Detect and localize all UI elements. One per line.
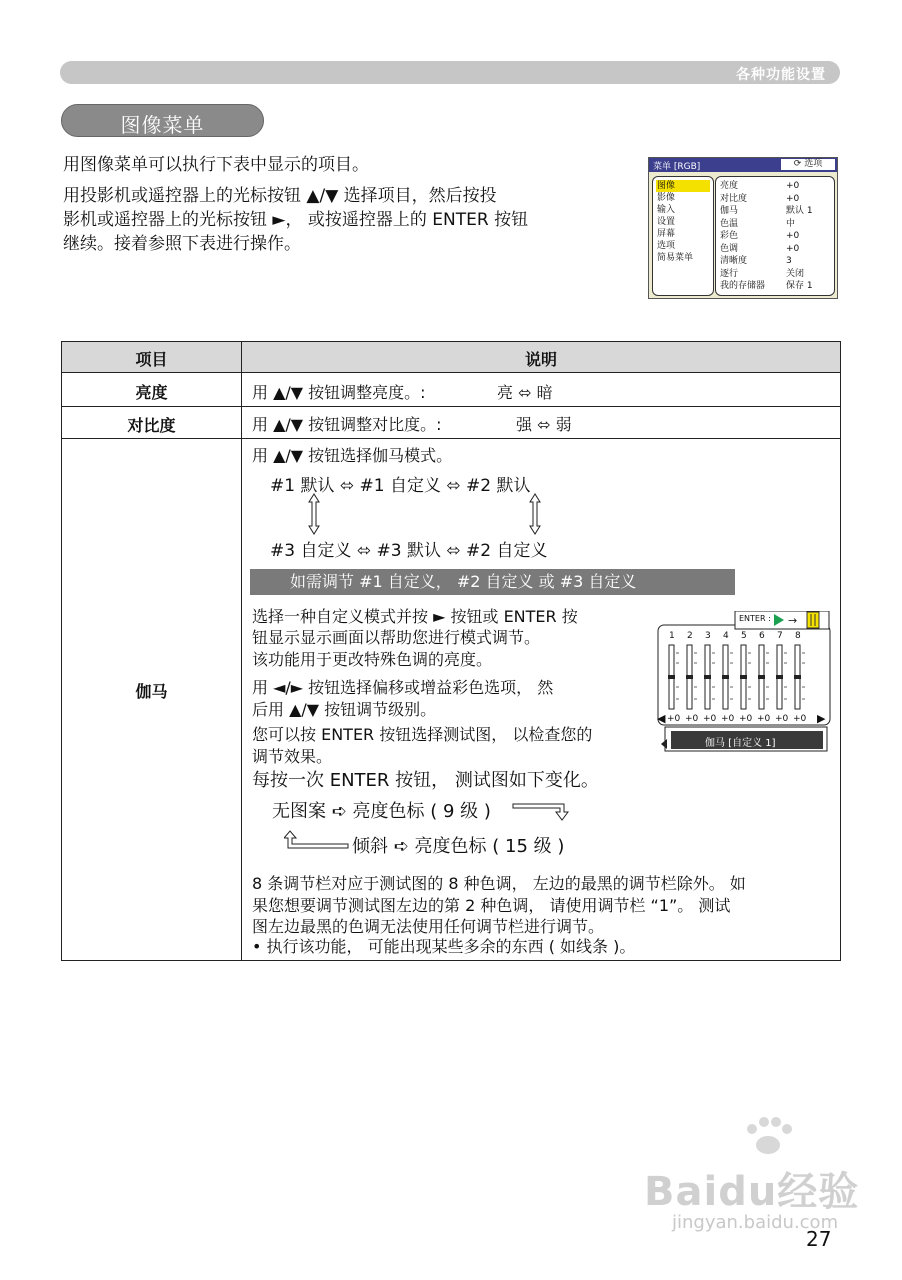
gamma-p2-a: 用 ◄/► 按钮选择偏移或增益彩色选项， 然 <box>252 678 554 697</box>
menu-right-row: 清晰度 3 <box>720 256 792 266</box>
gamma-note-3: 图左边最黑的色调无法使用任何调节栏进行调节。 <box>252 917 605 936</box>
gamma-adjust-screenshot <box>657 611 833 755</box>
gamma-p1-c: 该功能用于更改特殊色调的亮度。 <box>252 650 493 669</box>
menu-left-item: 屏幕 <box>657 229 676 239</box>
gamma-p3-b: 调节效果。 <box>252 747 333 766</box>
gamma-p3-a: 您可以按 ENTER 按钮选择测试图， 以检查您的 <box>252 725 593 744</box>
bar-value: +0 <box>757 714 771 724</box>
header-bar <box>60 61 840 84</box>
gamma-caption: 伽马 [自定义 1] <box>705 738 776 749</box>
menu-left-list <box>652 176 714 296</box>
intro-line-1: 用图像菜单可以执行下表中显示的项目。 <box>63 155 369 175</box>
svg-text:→: → <box>788 614 798 627</box>
page-number: 27 <box>806 1227 832 1251</box>
contrast-range: 强 ⬄ 弱 <box>516 415 572 434</box>
gamma-line-1: 用 ▲/▼ 按钮选择伽马模式。 <box>252 446 453 465</box>
row-brightness-item: 亮度 <box>135 383 168 402</box>
right-arrow-icon: ▶ <box>817 712 826 725</box>
menu-left-item: 影像 <box>657 193 676 203</box>
gamma-cycle-bottom: #3 自定义 ⬄ #3 默认 ⬄ #2 自定义 <box>270 541 548 561</box>
menu-screenshot <box>648 157 838 299</box>
bar-value: +0 <box>793 714 807 724</box>
bar-value: +0 <box>685 714 699 724</box>
bar-number: 1 <box>669 631 675 641</box>
pattern-line-2: 倾斜 ➪ 亮度色标 ( 15 级 ) <box>352 836 565 857</box>
menu-titlebar <box>649 158 837 172</box>
menu-right-list <box>715 176 835 296</box>
pattern-arrow-down <box>512 800 576 822</box>
gamma-slider-bars <box>663 643 825 711</box>
gamma-cycle-top: #1 默认 ⬄ #1 自定义 ⬄ #2 默认 <box>270 476 531 496</box>
contrast-desc: 用 ▲/▼ 按钮调整对比度。: <box>252 415 442 434</box>
gamma-p1-b: 钮显示显示画面以帮助您进行模式调节。 <box>252 628 541 647</box>
bar-number: 7 <box>777 631 783 641</box>
menu-right-row: 对比度 +0 <box>720 193 800 204</box>
brightness-desc: 用 ▲/▼ 按钮调整亮度。: <box>252 383 426 402</box>
brightness-range: 亮 ⬄ 暗 <box>497 383 553 402</box>
pattern-line-1: 无图案 ➪ 亮度色标 ( 9 级 ) <box>272 801 491 822</box>
paw-icon <box>640 1115 860 1155</box>
gamma-p1-a: 选择一种自定义模式并按 ► 按钮或 ENTER 按 <box>252 607 578 626</box>
menu-left-item-selected: 图像 <box>656 180 710 192</box>
row-gamma-item: 伽马 <box>135 682 168 701</box>
gamma-note-1: 8 条调节栏对应于测试图的 8 种色调， 左边的最黑的调节栏除外。 如 <box>252 874 746 893</box>
bar-value: +0 <box>775 714 789 724</box>
gamma-custom-bar: 如需调节 #1 自定义， #2 自定义 或 #3 自定义 <box>250 569 735 595</box>
gamma-note-2: 果您想要调节测试图左边的第 2 种色调， 请使用调节栏 “1”。 测试 <box>252 896 731 915</box>
bar-value: +0 <box>667 714 681 724</box>
section-title: 图像菜单 <box>120 113 205 137</box>
menu-right-row: 色温 中 <box>720 218 796 229</box>
intro-line-4: 继续。接着参照下表进行操作。 <box>63 234 301 254</box>
bar-number: 8 <box>795 631 801 641</box>
column-header-item: 项目 <box>135 350 168 369</box>
menu-left-item: 设置 <box>657 217 676 227</box>
bar-number-row <box>667 631 827 643</box>
row-contrast-item: 对比度 <box>127 416 176 435</box>
gamma-cycle-arrows <box>308 492 548 536</box>
menu-right-row: 色调 +0 <box>720 243 800 254</box>
menu-right-row: 伽马 默认 1 <box>720 206 813 216</box>
menu-left-item: 简易菜单 <box>657 253 694 263</box>
gamma-p4: 每按一次 ENTER 按钮， 测试图如下变化。 <box>252 770 599 791</box>
enter-label: ENTER : <box>739 614 771 623</box>
pattern-arrow-up <box>284 830 350 850</box>
bar-value-row <box>667 714 817 726</box>
bar-number: 6 <box>759 631 765 641</box>
table-divider <box>62 372 840 373</box>
left-arrow-icon: ◀ <box>657 712 666 725</box>
menu-title: 菜单 [RGB] <box>653 162 701 172</box>
bar-number: 3 <box>705 631 711 641</box>
intro-line-2: 用投影机或遥控器上的光标按钮 ▲/▼ 选择项目，然后按投 <box>63 186 497 206</box>
table-column-divider <box>241 342 242 960</box>
table-divider <box>62 406 840 407</box>
bar-value: +0 <box>721 714 735 724</box>
bar-number: 5 <box>741 631 747 641</box>
column-header-description: 说明 <box>524 350 557 369</box>
menu-option-tab: ⟳ 选项 <box>781 159 835 170</box>
gamma-p2-b: 后用 ▲/▼ 按钮调节级别。 <box>252 700 437 719</box>
menu-left-item: 选项 <box>657 241 676 251</box>
watermark-brand: Baidu经验 <box>644 1169 860 1215</box>
header-title: 各种功能设置 <box>736 67 826 83</box>
menu-right-row: 亮度 +0 <box>720 181 800 191</box>
table-divider <box>62 438 840 439</box>
bar-number: 2 <box>687 631 693 641</box>
menu-right-row: 我的存储器 保存 1 <box>720 281 813 291</box>
watermark-logo <box>640 1115 860 1155</box>
watermark-url: jingyan.baidu.com <box>672 1212 839 1233</box>
menu-right-row: 彩色 +0 <box>720 231 800 241</box>
gamma-note-4: • 执行该功能， 可能出现某些多余的东西 ( 如线条 )。 <box>252 937 636 956</box>
intro-line-3: 影机或遥控器上的光标按钮 ►， 或按遥控器上的 ENTER 按钮 <box>63 210 529 230</box>
section-title-pill <box>61 104 264 137</box>
bar-number: 4 <box>723 631 729 641</box>
menu-right-row: 逐行 关闭 <box>720 268 805 279</box>
bar-value: +0 <box>703 714 717 724</box>
menu-left-item: 输入 <box>657 205 676 215</box>
bar-value: +0 <box>739 714 753 724</box>
